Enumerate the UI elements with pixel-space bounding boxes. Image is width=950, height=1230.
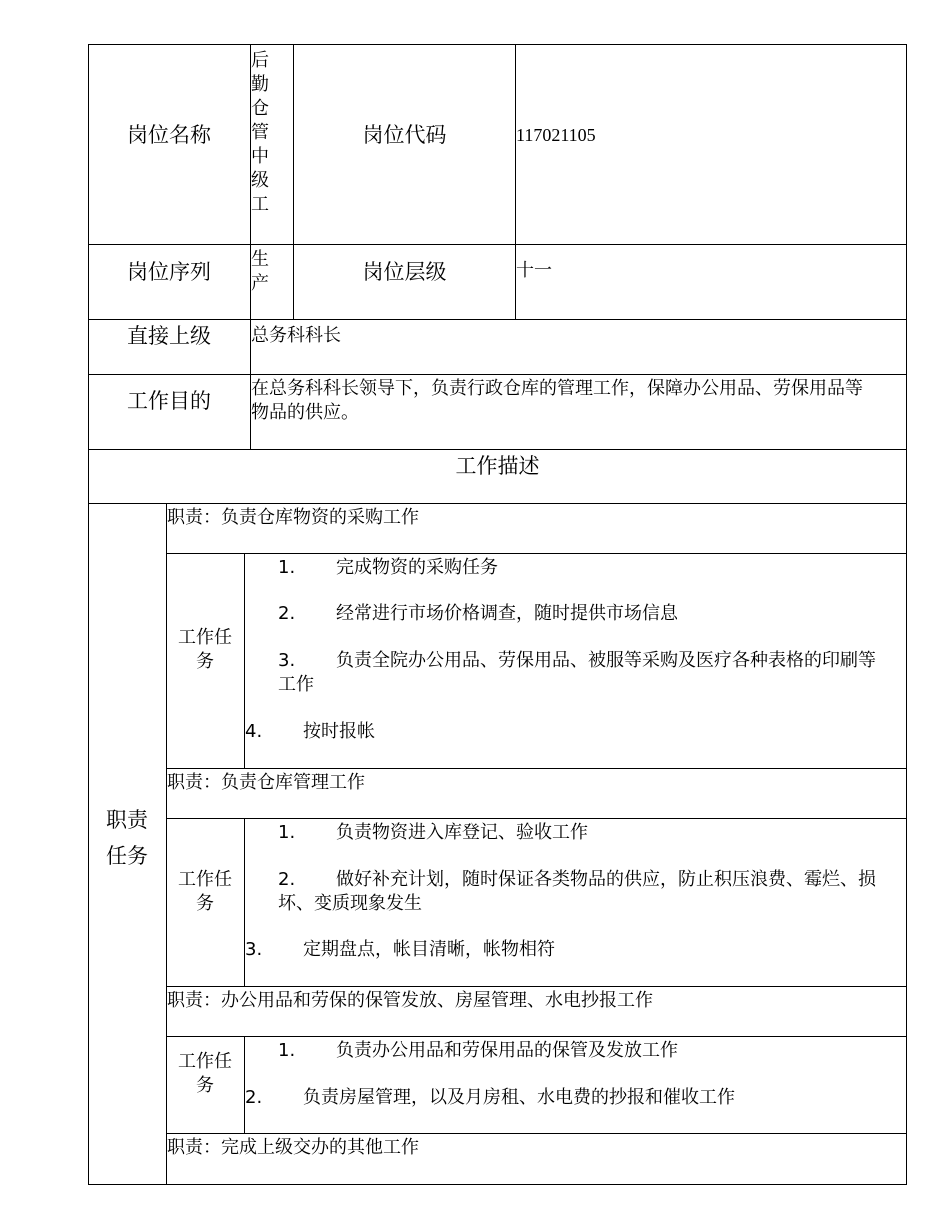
description-title: 工作描述 bbox=[455, 454, 540, 478]
task-num: 2. bbox=[278, 869, 296, 890]
duty-title-2: 职责：负责仓库管理工作 bbox=[167, 772, 365, 793]
task-num: 3. bbox=[245, 939, 263, 960]
task-num: 2. bbox=[278, 603, 296, 624]
duty-title-3: 职责：办公用品和劳保的保管发放、房屋管理、水电抄报工作 bbox=[167, 990, 653, 1011]
task-label-3a: 工作任 bbox=[178, 1051, 232, 1072]
task-text-cont: 工作 bbox=[278, 674, 314, 695]
post-code-value: 117021105 bbox=[516, 125, 596, 145]
task-num: 4. bbox=[245, 721, 263, 742]
duty-title-4: 职责：完成上级交办的其他工作 bbox=[167, 1137, 419, 1158]
post-level-label: 岗位层级 bbox=[362, 260, 447, 284]
post-level-value: 十一 bbox=[516, 260, 552, 281]
task-label-1a: 工作任 bbox=[178, 627, 232, 648]
duty-label-line-1: 职责 bbox=[106, 808, 148, 832]
task-num: 3. bbox=[278, 650, 296, 671]
duty-title-1: 职责：负责仓库物资的采购工作 bbox=[167, 507, 419, 528]
superior-label: 直接上级 bbox=[127, 324, 211, 348]
task-num: 1. bbox=[278, 1040, 296, 1061]
task-label-2b: 务 bbox=[196, 893, 214, 914]
task-label-3b: 务 bbox=[196, 1075, 214, 1096]
post-name-value: 后勤仓管中级工 bbox=[251, 50, 269, 215]
purpose-label: 工作目的 bbox=[127, 389, 211, 413]
task-num: 2. bbox=[245, 1087, 263, 1108]
post-series-value: 生产 bbox=[251, 249, 269, 294]
task-text: 做好补充计划，随时保证各类物品的供应，防止积压浪费、霉烂、损 bbox=[336, 869, 876, 890]
task-text: 定期盘点，帐目清晰，帐物相符 bbox=[303, 939, 555, 960]
post-code-label: 岗位代码 bbox=[362, 123, 447, 147]
task-text: 完成物资的采购任务 bbox=[336, 557, 498, 578]
task-text-cont: 坏、变质现象发生 bbox=[278, 893, 422, 914]
task-text: 负责全院办公用品、劳保用品、被服等采购及医疗各种表格的印刷等 bbox=[336, 650, 876, 671]
task-num: 1. bbox=[278, 822, 296, 843]
task-label-1b: 务 bbox=[196, 651, 214, 672]
post-series-label: 岗位序列 bbox=[127, 260, 211, 284]
post-name-label: 岗位名称 bbox=[127, 123, 211, 147]
task-text: 负责办公用品和劳保用品的保管及发放工作 bbox=[336, 1040, 678, 1061]
task-text: 按时报帐 bbox=[303, 721, 375, 742]
purpose-line-2: 物品的供应。 bbox=[251, 402, 359, 423]
task-text: 经常进行市场价格调查，随时提供市场信息 bbox=[336, 603, 678, 624]
purpose-line-1: 在总务科科长领导下，负责行政仓库的管理工作，保障办公用品、劳保用品等 bbox=[251, 378, 863, 399]
superior-value: 总务科科长 bbox=[251, 325, 341, 346]
task-num: 1. bbox=[278, 557, 296, 578]
task-label-2a: 工作任 bbox=[178, 869, 232, 890]
task-text: 负责房屋管理，以及月房租、水电费的抄报和催收工作 bbox=[303, 1087, 735, 1108]
task-text: 负责物资进入库登记、验收工作 bbox=[336, 822, 588, 843]
duty-label-line-2: 任务 bbox=[106, 844, 148, 868]
